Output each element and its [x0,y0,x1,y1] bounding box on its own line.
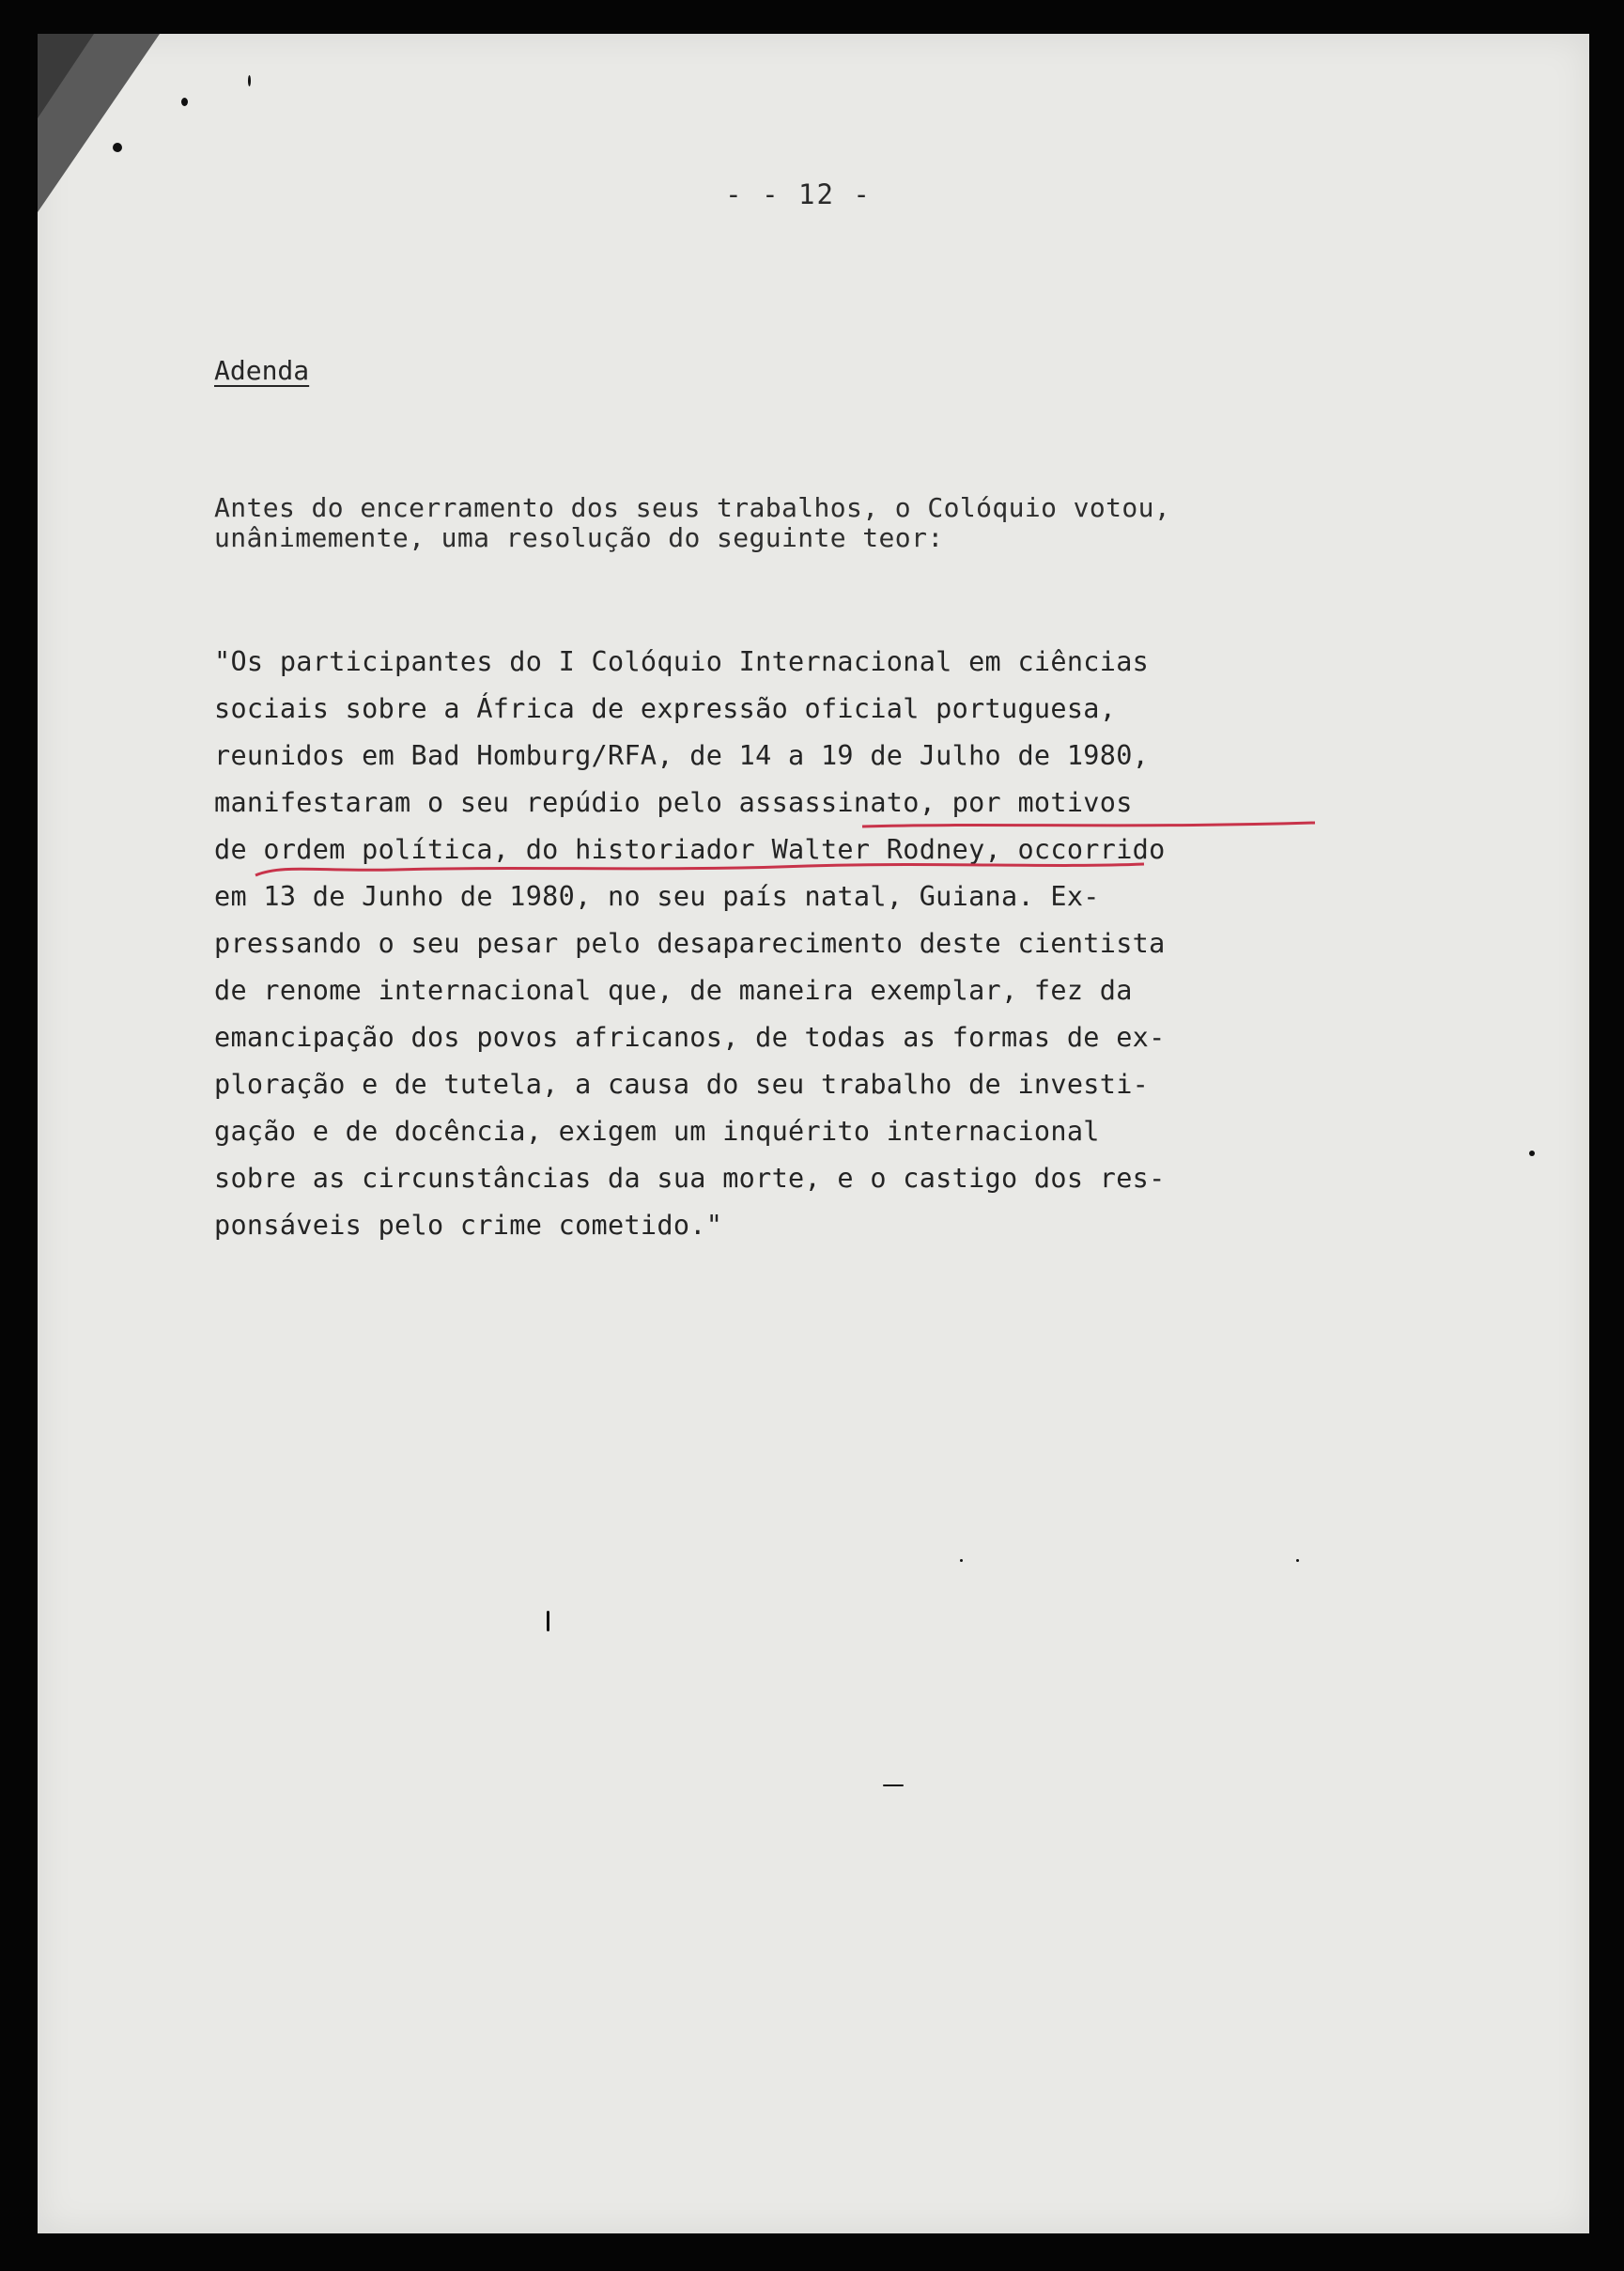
resolution-line: de ordem política, do historiador Walter Rodney, occorrido [214,834,1166,865]
paper-speck [1296,1559,1299,1562]
paper-speck [248,75,251,86]
resolution-line: ploração e de tutela, a causa do seu trabalho de investi- [214,1069,1150,1100]
resolution-line: manifestaram o seu repúdio pelo assassinato, por motivos [214,787,1133,818]
page-number: - - 12 - [725,178,872,210]
resolution-line: de renome internacional que, de maneira exemplar, fez da [214,975,1133,1006]
resolution-line: ponsáveis pelo crime cometido." [214,1210,723,1241]
intro-paragraph [214,493,1435,553]
paper-speck [181,98,188,106]
resolution-line: reunidos em Bad Homburg/RFA, de 14 a 19 de Julho de 1980, [214,740,1150,771]
folded-corner [38,34,197,222]
intro-line: Antes do encerramento dos seus trabalhos, o Colóquio votou, [214,492,1171,523]
paper-speck [883,1784,904,1786]
resolution-line: emancipação dos povos africanos, de todas as formas de ex- [214,1022,1166,1053]
paper-speck [1529,1151,1535,1156]
resolution-line: pressando o seu pesar pelo desaparecimento deste cientista [214,928,1166,959]
resolution-line: "Os participantes do I Colóquio Internacional em ciências [214,646,1150,677]
resolution-line: sociais sobre a África de expressão oficial portuguesa, [214,693,1117,724]
resolution-quote [214,639,1435,1249]
paper-speck [960,1559,963,1562]
resolution-line: sobre as circunstâncias da sua morte, e o castigo dos res- [214,1163,1166,1194]
intro-line: unânimemente, uma resolução do seguinte teor: [214,522,944,553]
paper-speck [113,143,122,152]
resolution-line: em 13 de Junho de 1980, no seu país natal, Guiana. Ex- [214,881,1100,912]
resolution-line: gação e de docência, exigem um inquérito internacional [214,1116,1100,1147]
section-heading: Adenda [214,355,310,386]
paper-speck [547,1611,549,1631]
